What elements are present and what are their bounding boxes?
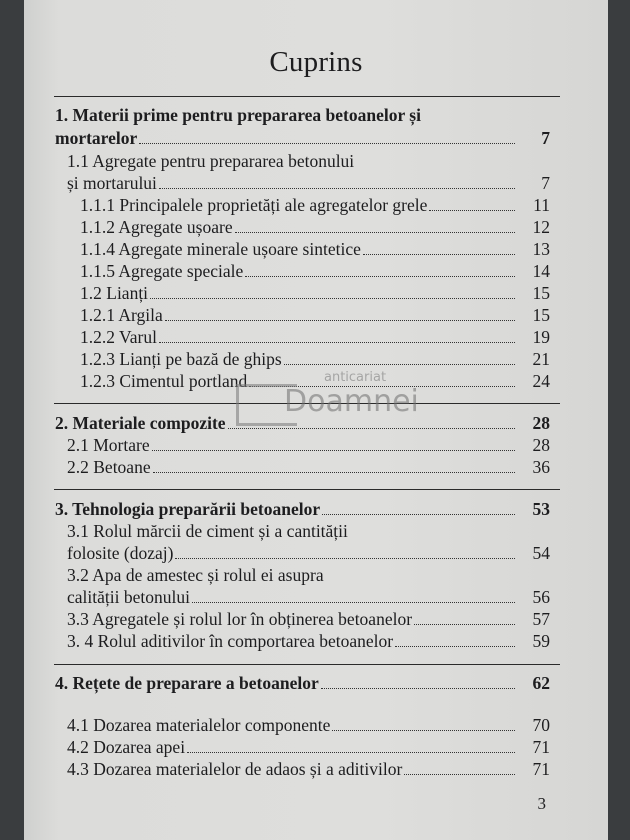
divider (54, 489, 560, 490)
page-ref: 14 (532, 261, 550, 281)
watermark-logo (236, 362, 419, 442)
page-ref: 15 (532, 305, 550, 325)
toc-heading-2[interactable]: 2. Materiale compozite 28 (55, 413, 550, 433)
page-ref: 36 (532, 457, 550, 477)
toc-entry[interactable]: 1.1.4 Agregate minerale ușoare sintetice 13 (80, 239, 550, 259)
page-ref: 28 (532, 435, 550, 455)
page-ref: 70 (532, 715, 550, 735)
toc-entry[interactable]: 4.1 Dozarea materialelor componente 70 (67, 715, 550, 735)
toc-entry[interactable]: 3. 4 Rolul aditivilor în comportarea betoanelor 59 (67, 631, 550, 651)
page-ref: 62 (532, 673, 550, 693)
page-ref: 12 (532, 217, 550, 237)
page-ref: 7 (541, 128, 550, 148)
toc-entry[interactable]: 1.2.3 Lianți pe bază de ghips 21 (80, 349, 550, 369)
page-ref: 54 (532, 543, 550, 563)
toc-entry[interactable]: 4.3 Dozarea materialelor de adaos și a aditivilor 71 (67, 759, 550, 779)
toc-entry-1-1[interactable]: și mortarului 7 (67, 173, 550, 193)
toc-entry-3-1[interactable]: folosite (dozaj) 54 (67, 543, 550, 563)
page-number: 3 (537, 794, 546, 813)
page-ref: 13 (532, 239, 550, 259)
toc-entry[interactable]: 1.2.1 Argila 15 (80, 305, 550, 325)
page-ref: 24 (532, 371, 550, 391)
toc-entry[interactable]: 1.1.1 Principalele proprietăți ale agregatelor grele 11 (80, 195, 550, 215)
watermark-small-text: anticariat (324, 370, 387, 385)
toc-entry[interactable]: 1.2.3 Cimentul portland 24 (80, 371, 550, 391)
book-page (24, 0, 608, 840)
toc-entry[interactable]: 2.1 Mortare 28 (67, 435, 550, 455)
page-ref: 71 (532, 737, 550, 757)
toc-entry[interactable]: 1.2.2 Varul 19 (80, 327, 550, 347)
toc-entry[interactable]: 2.2 Betoane 36 (67, 457, 550, 477)
toc-entry[interactable]: 4.2 Dozarea apei 71 (67, 737, 550, 757)
page-ref: 53 (532, 499, 550, 519)
toc-heading-4[interactable]: 4. Rețete de preparare a betoanelor 62 (55, 673, 550, 693)
page-ref: 7 (541, 173, 550, 193)
toc-heading-3[interactable]: 3. Tehnologia preparării betoanelor 53 (55, 499, 550, 519)
watermark-big-text: Doamnei (284, 384, 419, 419)
toc-heading-1-line1: 1. Materii prime pentru prepararea betoanelor și (55, 105, 421, 125)
page-ref: 59 (532, 631, 550, 651)
page-ref: 19 (532, 327, 550, 347)
page-ref: 28 (532, 413, 550, 433)
toc-entry-1-1-line1: 1.1 Agregate pentru prepararea betonului (67, 151, 355, 171)
page-ref: 56 (532, 587, 550, 607)
page-ref: 11 (533, 195, 550, 215)
page-ref: 71 (532, 759, 550, 779)
page-title: Cuprins (269, 46, 363, 78)
toc-entry-3-2[interactable]: calității betonului 56 (67, 587, 550, 607)
toc-entry[interactable]: 1.1.2 Agregate ușoare 12 (80, 217, 550, 237)
divider (54, 96, 560, 97)
toc-entry[interactable]: 1.2 Lianți 15 (80, 283, 550, 303)
divider (54, 664, 560, 665)
toc-entry[interactable]: 1.1.5 Agregate speciale 14 (80, 261, 550, 281)
page-ref: 57 (532, 609, 550, 629)
toc-entry[interactable]: 3.3 Agregatele și rolul lor în obținerea betoanelor 57 (67, 609, 550, 629)
toc-heading-1[interactable]: mortarelor 7 (55, 128, 550, 148)
toc-entry-3-2-line1: 3.2 Apa de amestec și rolul ei asupra (67, 565, 324, 585)
toc-entry-3-1-line1: 3.1 Rolul mărcii de ciment și a cantității (67, 521, 348, 541)
page-ref: 21 (532, 349, 550, 369)
page-ref: 15 (532, 283, 550, 303)
